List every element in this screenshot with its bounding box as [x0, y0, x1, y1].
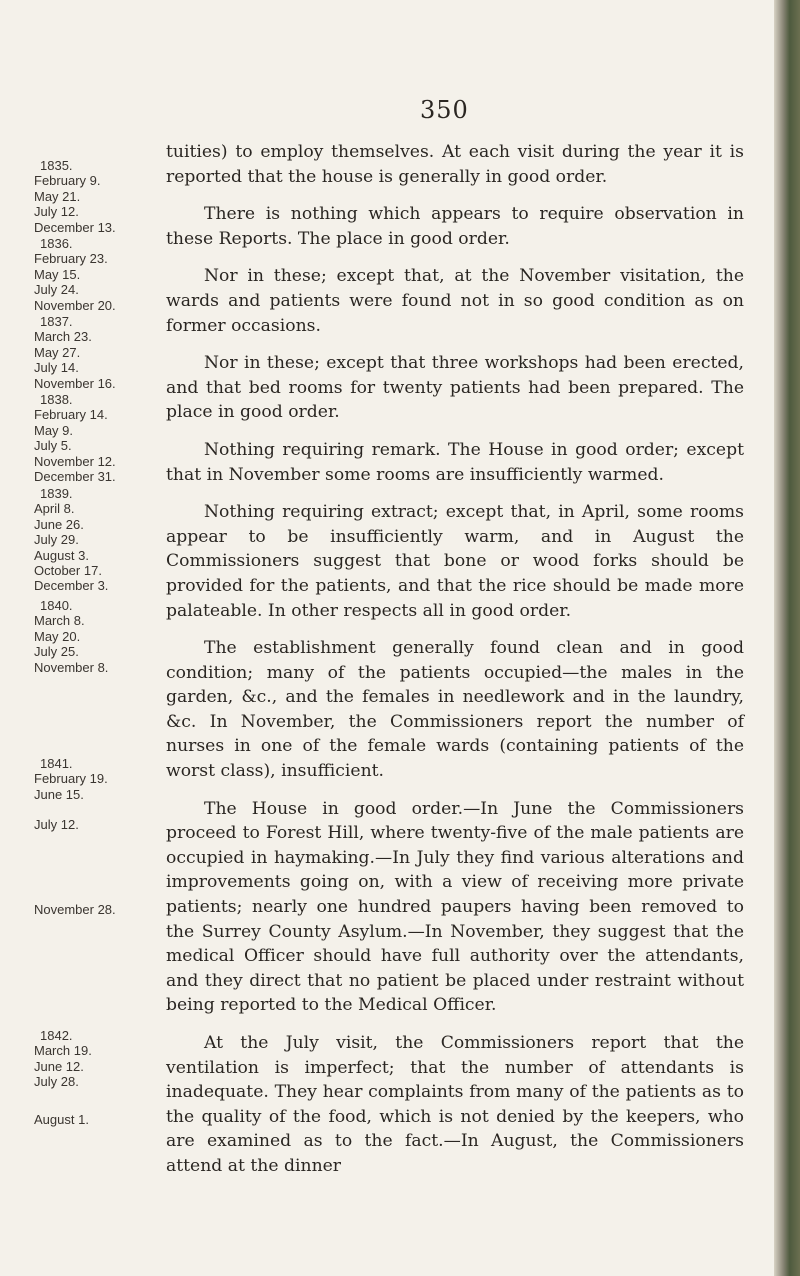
paragraph: tuities) to employ themselves. At each visit during the year it is reported that the house is generally in good order.	[166, 142, 744, 187]
paragraph: Nor in these; except that three workshops had been erected, and that bed rooms for twenty patients had been prepared. The place in good order.	[166, 353, 744, 423]
margin-entry: June 12.	[34, 1058, 84, 1074]
margin-entry: November 8.	[34, 659, 109, 675]
margin-entry: February 23.	[34, 251, 108, 267]
paragraph: The establishment generally found clean and in good condition; many of the patients occupied—the males in the garden, &c., and the females in needlework and in the laundry, &c. In November, the Commissioners report the number of nurses in one of the female wards (containing patients of the worst class), insufficient.	[166, 638, 744, 782]
margin-entry: June 26.	[34, 516, 84, 532]
paragraph: There is nothing which appears to require observation in these Reports. The place in good order.	[166, 204, 744, 249]
margin-group-1842-august	[34, 1112, 89, 1127]
margin-group-1841-november	[34, 902, 116, 917]
margin-year: 1835.	[40, 158, 73, 173]
margin-entry: March 23.	[34, 329, 92, 345]
margin-group-1837	[34, 314, 116, 391]
margin-entry: February 19.	[34, 771, 108, 787]
margin-entry: October 17.	[34, 563, 102, 579]
margin-entry: July 5.	[34, 438, 72, 454]
margin-group-1836	[34, 236, 116, 313]
margin-entry: July 25.	[34, 644, 79, 660]
margin-entry: May 20.	[34, 628, 81, 644]
margin-entry: August 1.	[34, 1112, 89, 1127]
margin-group-1841	[34, 756, 108, 802]
margin-group-1838	[34, 392, 116, 484]
margin-entry: November 28.	[34, 902, 116, 917]
margin-group-1841-july	[34, 817, 79, 832]
margin-year: 1838.	[40, 392, 73, 407]
margin-year: 1842.	[40, 1028, 73, 1043]
margin-entry: February 9.	[34, 173, 101, 189]
margin-entry: December 31.	[34, 469, 116, 485]
margin-entry: November 16.	[34, 375, 116, 391]
paragraph: Nothing requiring extract; except that, in April, some rooms appear to be insufficiently warm, and in August the Commissioners suggest that bone or wood forks should be provided for the patients, and that the rice should be made more palateable. In other respects all in good order.	[166, 502, 744, 621]
margin-year: 1839.	[40, 486, 73, 501]
margin-entry: April 8.	[34, 501, 75, 517]
margin-entry: June 15.	[34, 786, 84, 802]
page-number: 350	[420, 96, 469, 124]
page-edge	[774, 0, 800, 1276]
margin-entry: July 12.	[34, 817, 79, 832]
paragraph: The House in good order.—In June the Commissioners proceed to Forest Hill, where twenty-five of the male patients are occupied in haymaking.—In July they find various alterations and improvements going on, with a view of receiving more private patients; nearly one hundred paupers having been removed to the Surrey County Asylum.—In November, they suggest that the medical Officer should have full authority over the attendants, and they direct that no patient be placed under restraint without being reported to the Medical Officer.	[166, 798, 744, 1016]
margin-entry: May 21.	[34, 188, 81, 204]
body-text	[166, 140, 744, 1192]
margin-entry: December 3.	[34, 578, 109, 594]
paragraph: Nor in these; except that, at the November visitation, the wards and patients were found not in so good condition as on former occasions.	[166, 266, 744, 336]
margin-year: 1837.	[40, 314, 73, 329]
margin-year: 1836.	[40, 236, 73, 251]
margin-entry: November 12.	[34, 453, 116, 469]
margin-entry: July 24.	[34, 282, 79, 298]
margin-group-1840	[34, 598, 108, 675]
margin-year: 1841.	[40, 756, 73, 771]
margin-entry: May 9.	[34, 422, 74, 438]
margin-group-1839	[34, 486, 108, 594]
margin-entry: July 12.	[34, 204, 79, 220]
margin-group-1842	[34, 1028, 92, 1090]
margin-year: 1840.	[40, 598, 73, 613]
margin-entry: December 13.	[34, 219, 116, 235]
paragraph: At the July visit, the Commissioners report that the ventilation is imperfect; that the number of attendants is inadequate. They hear complaints from many of the patients as to the quality of the food, which is not denied by the keepers, who are examined as to the fact.—In August, the Commissioners attend at the dinner	[166, 1033, 744, 1176]
margin-group-1835	[34, 158, 116, 235]
margin-entry: May 27.	[34, 344, 81, 360]
margin-entry: August 3.	[34, 547, 89, 563]
margin-entry: March 19.	[34, 1043, 92, 1059]
margin-entry: July 14.	[34, 360, 79, 376]
margin-entry: March 8.	[34, 613, 85, 629]
margin-entry: July 28.	[34, 1074, 79, 1090]
margin-entry: November 20.	[34, 297, 116, 313]
paragraph: Nothing requiring remark. The House in good order; except that in November some rooms are insufficiently warmed.	[166, 439, 744, 485]
margin-entry: July 29.	[34, 532, 79, 548]
margin-entry: February 14.	[34, 407, 108, 423]
margin-entry: May 15.	[34, 266, 81, 282]
